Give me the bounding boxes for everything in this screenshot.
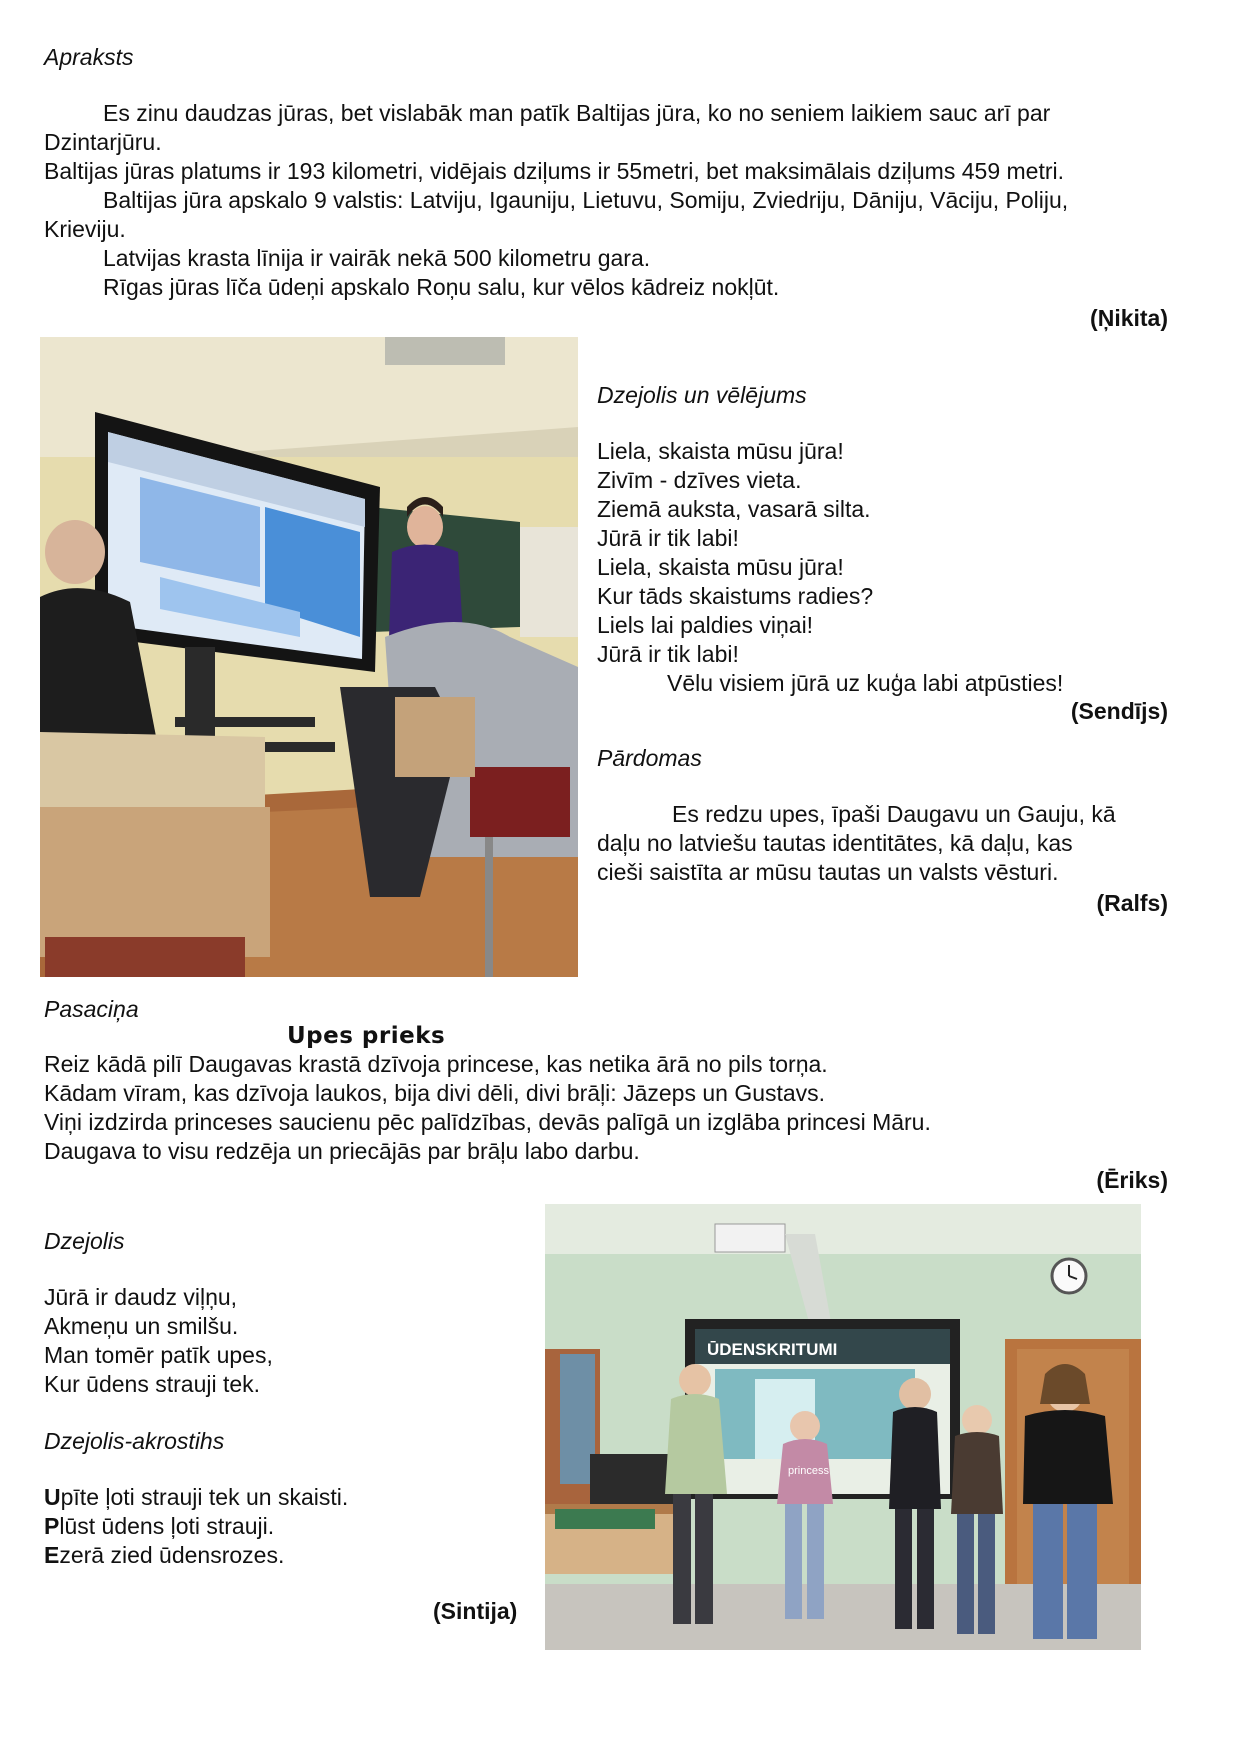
poem1-line: Vēlu visiem jūrā uz kuģa labi atpūsties! xyxy=(667,670,1064,696)
akrostihs-line xyxy=(44,1542,284,1569)
pardomas-line: cieši saistīta ar mūsu tautas un valsts vēsturi. xyxy=(597,859,1059,885)
poem2-text xyxy=(44,1284,524,1404)
akrostihs-line-rest: pīte ļoti strauji tek un skaisti. xyxy=(60,1484,349,1510)
akrostihs-line xyxy=(44,1513,274,1540)
akrostihs-line-rest: zerā zied ūdensrozes. xyxy=(59,1542,285,1568)
poem2-heading: Dzejolis xyxy=(44,1228,125,1254)
apraksts-heading: Apraksts xyxy=(44,44,134,70)
pardomas-heading: Pārdomas xyxy=(597,745,702,771)
poem1-heading: Dzejolis un vēlējums xyxy=(597,382,807,408)
apraksts-line: Baltijas jūras platums ir 193 kilometri, vidējais dziļums ir 55metri, bet maksimālais dziļums 459 metri. xyxy=(44,158,1064,184)
apraksts-line: Baltijas jūra apskalo 9 valstis: Latviju, Igauniju, Lietuvu, Somiju, Zviedriju, Dāniju, Vāciju, Poliju, xyxy=(103,187,1069,213)
author-signature: (Ņikita) xyxy=(1090,305,1168,331)
group-photo xyxy=(545,1204,1141,1650)
poem1-line: Zivīm - dzīves vieta. xyxy=(597,467,802,493)
akrostihs-initial: P xyxy=(44,1513,60,1539)
author-signature: (Ēriks) xyxy=(1096,1167,1168,1193)
pasacina-line: Kādam vīram, kas dzīvoja laukos, bija divi dēli, divi brāļi: Jāzeps un Gustavs. xyxy=(44,1080,826,1106)
classroom-photo xyxy=(40,337,578,977)
poem1-line: Liels lai paldies viņai! xyxy=(597,612,814,638)
author-signature: (Sintija) xyxy=(433,1598,518,1624)
poem1-text xyxy=(597,438,1197,708)
tale-title: Upes prieks xyxy=(287,1023,446,1049)
pasacina-line: Viņi izdzirda princeses saucienu pēc palīdzības, devās palīgā un izglāba princesi Māru. xyxy=(44,1109,931,1135)
pardomas-line: daļu no latviešu tautas identitātes, kā daļu, kas xyxy=(597,830,1073,856)
poem2-line: Kur ūdens strauji tek. xyxy=(44,1371,261,1397)
akrostihs-initial: U xyxy=(44,1484,61,1510)
apraksts-line: Latvijas krasta līnija ir vairāk nekā 500 kilometru gara. xyxy=(103,245,651,271)
akrostihs-line xyxy=(44,1484,348,1511)
screen-title: ŪDENSKRITUMI xyxy=(707,1340,838,1359)
pasacina-heading: Pasaciņa xyxy=(44,996,139,1022)
apraksts-line: Dzintarjūru. xyxy=(44,129,162,155)
apraksts-line: Es zinu daudzas jūras, bet vislabāk man patīk Baltijas jūra, ko no seniem laikiem sauc arī par xyxy=(103,100,1051,126)
poem1-line: Liela, skaista mūsu jūra! xyxy=(597,438,844,464)
poem2-line: Akmeņu un smilšu. xyxy=(44,1313,239,1339)
akrostihs-heading: Dzejolis-akrostihs xyxy=(44,1428,225,1454)
pardomas-line: Es redzu upes, īpaši Daugavu un Gauju, kā xyxy=(672,801,1116,827)
author-signature: (Ralfs) xyxy=(1096,890,1168,916)
apraksts-line: Krieviju. xyxy=(44,216,126,242)
apraksts-line: Rīgas jūras līča ūdeņi apskalo Roņu salu, kur vēlos kādreiz nokļūt. xyxy=(103,274,780,300)
poem1-line: Liela, skaista mūsu jūra! xyxy=(597,554,844,580)
poem1-line: Jūrā ir tik labi! xyxy=(597,525,739,551)
akrostihs-initial: E xyxy=(44,1542,60,1568)
poem1-line: Ziemā auksta, vasarā silta. xyxy=(597,496,871,522)
poem2-line: Man tomēr patīk upes, xyxy=(44,1342,273,1368)
poem1-line: Jūrā ir tik labi! xyxy=(597,641,739,667)
akrostihs-line-rest: lūst ūdens ļoti strauji. xyxy=(59,1513,275,1539)
author-signature: (Sendījs) xyxy=(1070,698,1168,724)
pasacina-line: Daugava to visu redzēja un priecājās par brāļu labo darbu. xyxy=(44,1138,640,1164)
pasacina-text xyxy=(44,1051,1194,1171)
apraksts-text xyxy=(44,100,1194,300)
shirt-text: princess xyxy=(788,1465,829,1477)
pasacina-line: Reiz kādā pilī Daugavas krastā dzīvoja princese, kas netika ārā no pils torņa. xyxy=(44,1051,828,1077)
pardomas-text xyxy=(597,801,1197,891)
akrostihs-text xyxy=(44,1484,524,1574)
poem1-line: Kur tāds skaistums radies? xyxy=(597,583,874,609)
poem2-line: Jūrā ir daudz viļņu, xyxy=(44,1284,238,1310)
